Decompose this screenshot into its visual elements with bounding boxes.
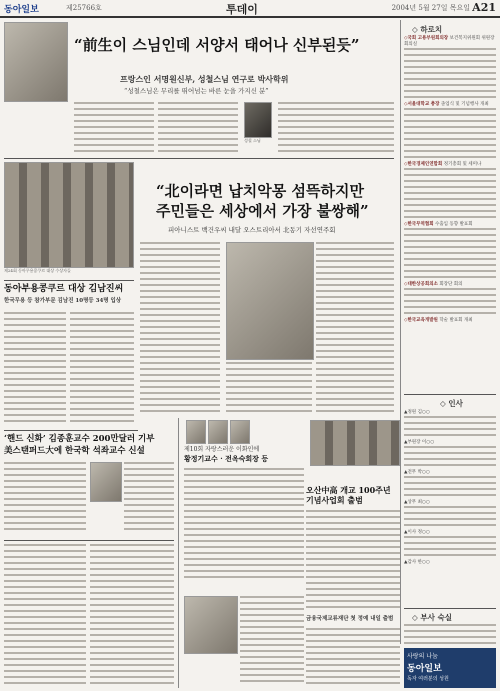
story6-body-2 bbox=[306, 628, 400, 688]
newspaper-logo: 동아일보 bbox=[4, 5, 39, 15]
divider bbox=[4, 540, 174, 541]
professor-portrait bbox=[90, 462, 122, 502]
pianist-concert-photo bbox=[4, 162, 134, 268]
ad-line-2: 동아일보 bbox=[407, 664, 442, 674]
list-item: ▲상무 최○○ bbox=[404, 500, 430, 505]
page-number: A21 bbox=[472, 1, 496, 14]
sidebar-title-notices: ◇ 하로치 bbox=[412, 25, 443, 34]
lower-left-col2 bbox=[90, 544, 174, 684]
list-item: ▲감사 한○○ bbox=[404, 560, 430, 565]
story6-headline: 오산中高 개교 100주년 기념사업회 출범 bbox=[306, 485, 391, 505]
sidebar-divider bbox=[400, 20, 401, 644]
lower-left-col1 bbox=[4, 544, 86, 684]
list-item: ▲부원장 이○○ bbox=[404, 440, 435, 445]
story6-subhead: 금융국제교류재단 첫 정예 내일 출범 bbox=[306, 616, 394, 622]
award-portrait bbox=[184, 596, 238, 654]
story3-body-col2 bbox=[70, 312, 134, 422]
story1-headline: “前生이 스님인데 서양서 태어나 신부된듯” bbox=[74, 36, 360, 54]
sidebar-notice-list bbox=[404, 36, 496, 324]
list-item: ◇한국교육개발원 학술 발표회 개최 bbox=[404, 318, 473, 323]
list-item: ▲정원 김○○ bbox=[404, 410, 430, 415]
story2-subhead: 피아니스트 백건우씨 내달 오스트리아서 北동기 자선연주회 bbox=[168, 226, 336, 234]
sidebar-title-personnel: ◇ 인사 bbox=[440, 399, 463, 408]
story1-subhead-2: “성철스님은 무리를 뛰어넘는 바른 눈을 가지신 분” bbox=[124, 87, 269, 95]
story1-body-col2 bbox=[158, 102, 238, 154]
story3-headline: 동아부용콩쿠르 대상 김남진씨 bbox=[4, 284, 124, 294]
list-item: ◇국회 고용부원회의장 보건복지위원회 위원장 회의실 bbox=[404, 36, 495, 47]
divider bbox=[4, 280, 134, 281]
story2-headline-line1: “北이라면 납치악몽 섬뜩하지만 bbox=[156, 182, 364, 200]
list-item: ◇대한상공회의소 회장단 회의 bbox=[404, 282, 463, 287]
dance-photo-caption: 제24회 동아무용콩쿠르 대상 수상자들 bbox=[4, 268, 71, 273]
monk-caption: 성철 스님 bbox=[244, 138, 261, 143]
issue-date: 2004년 5월 27일 목요일 bbox=[391, 4, 470, 12]
list-item: ▲이사 정○○ bbox=[404, 530, 430, 535]
personnel-list bbox=[404, 410, 496, 566]
story1-body-col1 bbox=[74, 102, 154, 154]
list-item: ◇한국경제인연합회 정기총회 및 세미나 bbox=[404, 162, 482, 167]
sidebar-title-obituary: ◇ 부사 숙실 bbox=[412, 613, 452, 622]
story2-body-col4 bbox=[226, 362, 312, 412]
issue-number: 제25766호 bbox=[66, 4, 102, 12]
story6-body bbox=[306, 510, 400, 610]
list-item: ◇한국무역협회 수출입 동향 발표회 bbox=[404, 222, 473, 227]
obituary-text bbox=[404, 624, 496, 644]
divider bbox=[4, 158, 394, 159]
story3-body-col1 bbox=[4, 312, 66, 422]
story4-headline: ‘핸드 신화’ 김종훈교수 200만달러 기부 bbox=[4, 434, 155, 444]
page-header bbox=[0, 0, 500, 18]
advertisement-box[interactable] bbox=[404, 648, 496, 688]
story4-body-col1 bbox=[4, 462, 86, 534]
section-title: 투데이 bbox=[226, 3, 258, 16]
story4-headline-2: 美스탠퍼드大에 한국학 석좌교수 신설 bbox=[4, 446, 145, 456]
divider bbox=[404, 608, 496, 609]
priest-portrait bbox=[4, 22, 68, 102]
honoree-portrait-3 bbox=[230, 420, 250, 444]
story1-body-col3 bbox=[278, 102, 394, 154]
story5-body-2 bbox=[240, 596, 304, 686]
monk-portrait bbox=[244, 102, 272, 138]
honoree-portrait-1 bbox=[186, 420, 206, 444]
divider bbox=[4, 430, 138, 431]
story5-headline: 황정기교수 · 전옥숙회장 등 bbox=[184, 454, 269, 463]
story2-headline-line2: 주민들은 세상에서 가장 불쌍해” bbox=[156, 202, 369, 220]
story2-body-col2 bbox=[316, 242, 394, 412]
list-item: ▲전무 박○○ bbox=[404, 470, 430, 475]
ad-line-1: 사랑의 나눔 bbox=[407, 653, 438, 660]
ceremony-photo bbox=[310, 420, 400, 466]
story2-body-col3 bbox=[140, 344, 220, 412]
pianist-portrait bbox=[226, 242, 314, 360]
list-item: ◇서울대학교 총장 졸업식 및 기념행사 개최 bbox=[404, 102, 489, 107]
divider bbox=[404, 394, 496, 395]
story5-label: 제10회 자랑스러운 이화인에 bbox=[184, 446, 260, 453]
story4-body-col2 bbox=[124, 462, 174, 534]
column-divider bbox=[178, 418, 179, 688]
story2-body-col1 bbox=[140, 242, 220, 340]
story3-subhead: 한국무용 등 참가부문 김남진 10명등 34명 입상 bbox=[4, 298, 122, 304]
story1-subhead: 프랑스인 서명원신부, 성철스님 연구로 박사학위 bbox=[120, 74, 289, 84]
ad-line-3: 독자 여러분의 성원 bbox=[407, 676, 449, 682]
honoree-portrait-2 bbox=[208, 420, 228, 444]
story5-body bbox=[184, 468, 304, 578]
